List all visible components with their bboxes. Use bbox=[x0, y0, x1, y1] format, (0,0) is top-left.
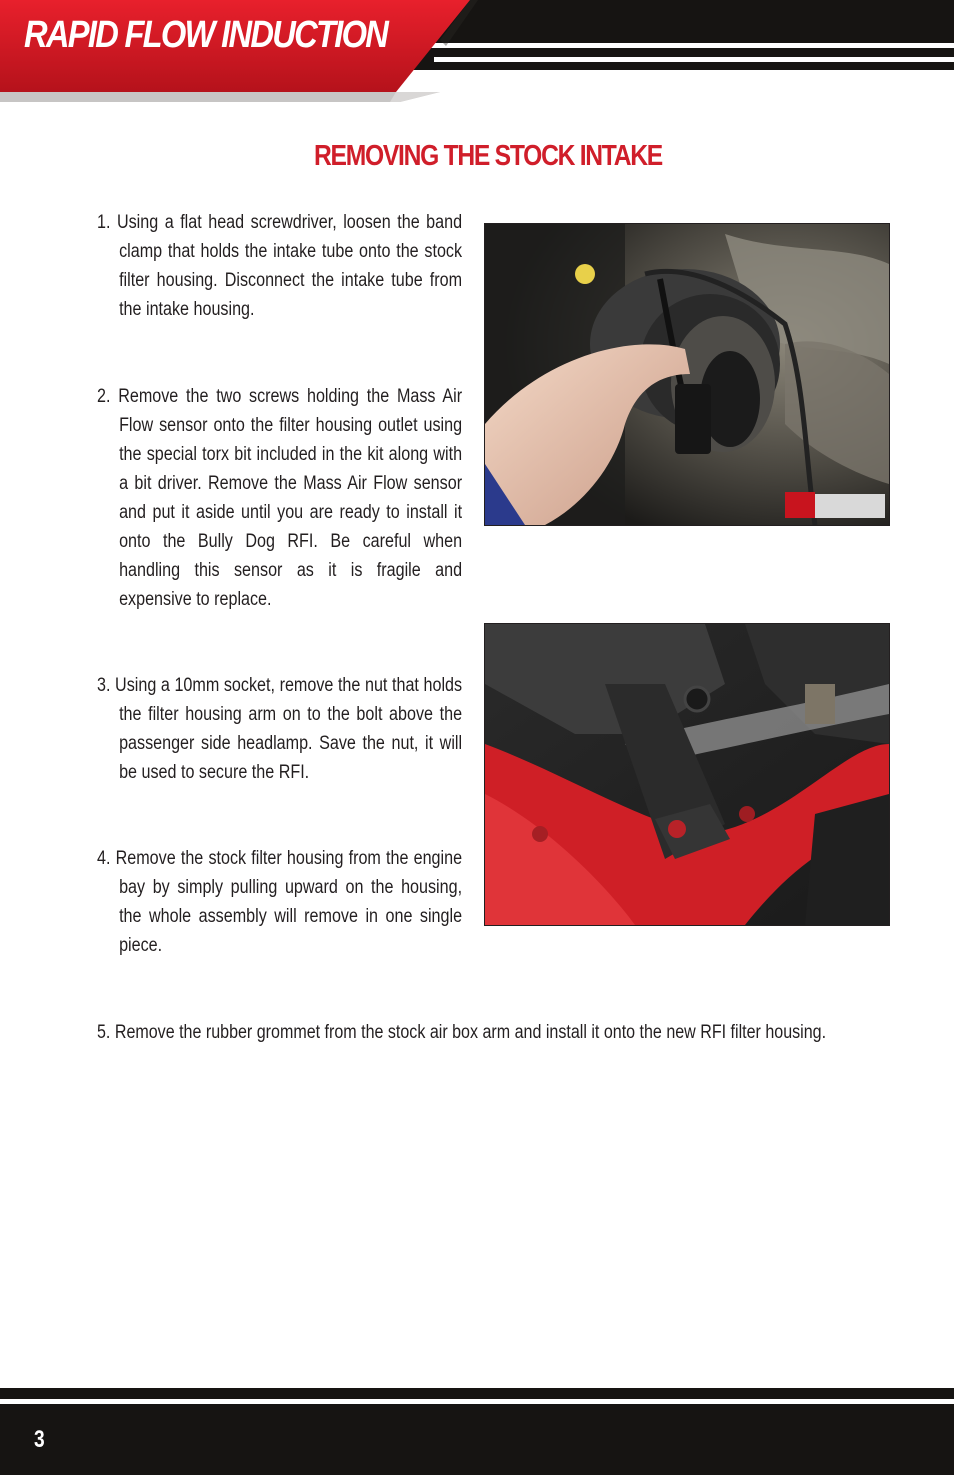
section-title: REMOVING THE STOCK INTAKE bbox=[314, 140, 662, 172]
step-2 bbox=[97, 382, 462, 614]
step-4-text: 4. Remove the stock filter housing from the engine bay by simply pulling upward on the housing, the whole assembly will remove in one single piece. bbox=[97, 848, 463, 956]
document-title: RAPID FLOW INDUCTION bbox=[24, 14, 388, 56]
step-3 bbox=[97, 671, 462, 787]
step-5 bbox=[97, 1018, 867, 1047]
step-2-text: 2. Remove the two screws holding the Mass Air Flow sensor onto the filter housing outlet using the special torx bit included in the kit along with a bit driver. Remove the Mass Air Flow sensor and put it aside until you are ready to install it onto the Bully Dog RFI. Be careful when handling this sensor as it is fragile and expensive to replace. bbox=[97, 386, 463, 610]
photo-intake-tube-removal bbox=[484, 223, 890, 526]
step-4 bbox=[97, 844, 462, 960]
step-1 bbox=[97, 208, 462, 324]
step-3-text: 3. Using a 10mm socket, remove the nut that holds the filter housing arm on to the bolt above the passenger side headlamp. Save the nut, it will be used to secure the RFI. bbox=[97, 675, 463, 783]
page-number: 3 bbox=[34, 1426, 45, 1453]
footer-stripe bbox=[0, 1399, 954, 1404]
step-1-text: 1. Using a flat head screwdriver, loosen the band clamp that holds the intake tube onto the stock filter housing. Disconnect the intake tube from the intake housing. bbox=[97, 212, 463, 320]
photo-filter-housing-arm bbox=[484, 623, 890, 926]
step-5-text: 5. Remove the rubber grommet from the stock air box arm and install it onto the new RFI filter housing. bbox=[97, 1022, 827, 1043]
